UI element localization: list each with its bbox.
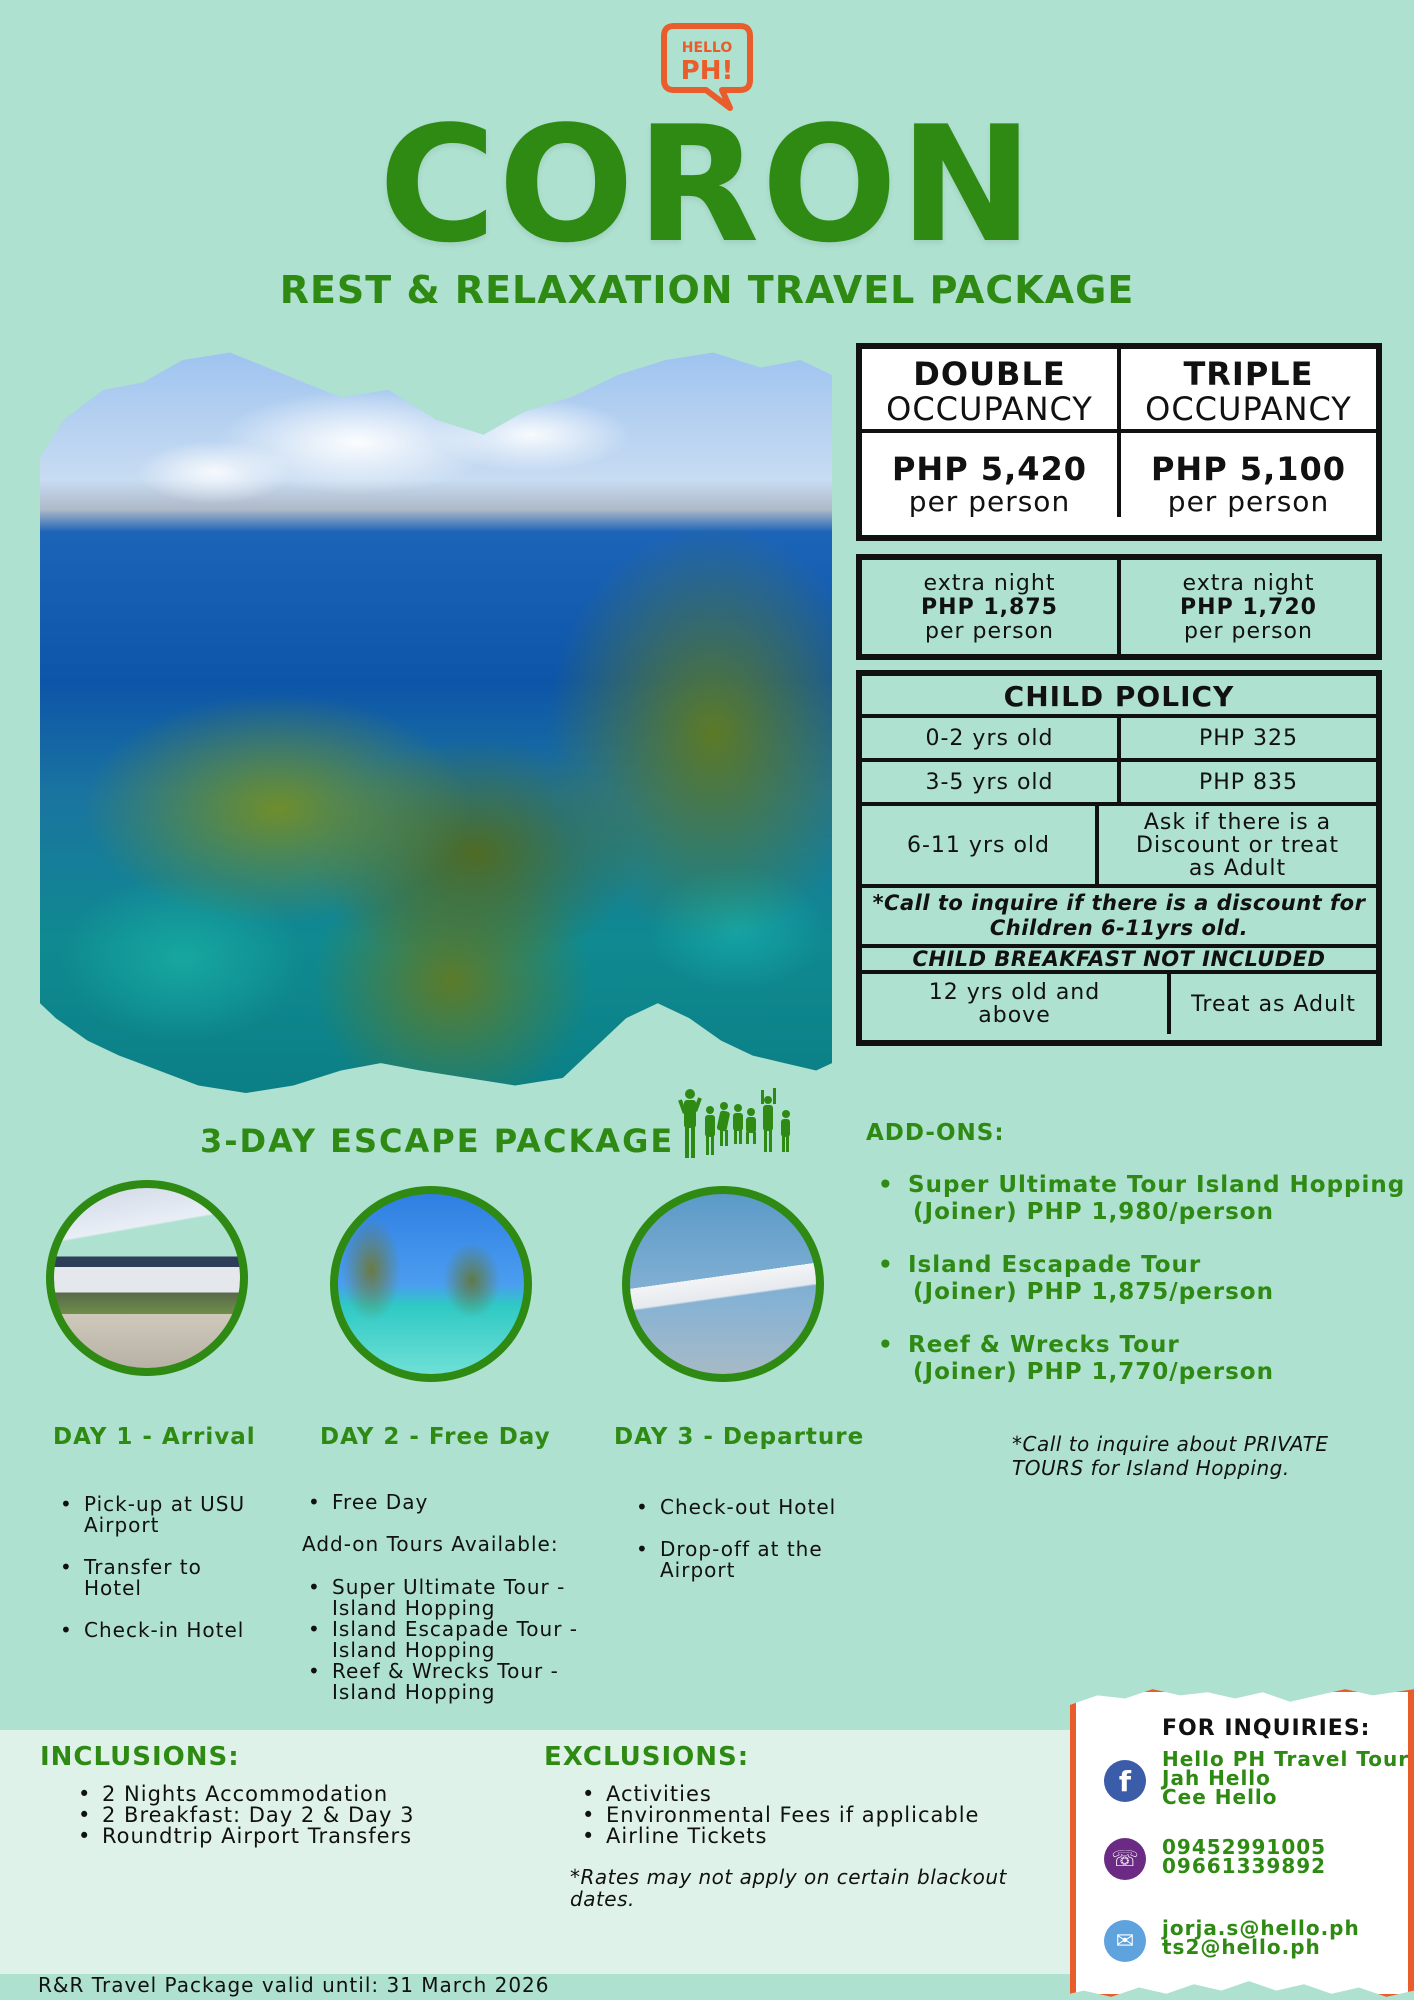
- private-tours-note: *Call to inquire about PRIVATE TOURS for Island Hopping.: [1012, 1432, 1329, 1480]
- list-item: • 2 Nights Accommodation: [76, 1784, 414, 1805]
- svg-text:PH!: PH!: [680, 56, 734, 86]
- jumping-people-icon: [678, 1088, 800, 1160]
- phone-contacts: [1162, 1835, 1327, 1878]
- facebook-page-link[interactable]: Hello PH Travel Tour: [1162, 1747, 1410, 1771]
- blackout-dates-note: *Rates may not apply on certain blackout dates.: [570, 1865, 1007, 1911]
- table-row: 6-11 yrs old Ask if there is a Discount or treat as Adult: [862, 806, 1376, 888]
- day1-title: DAY 1 - Arrival: [53, 1424, 256, 1450]
- table-row: 0-2 yrs old PHP 325: [862, 718, 1376, 762]
- list-item: • Pick-up at USU Airport: [54, 1494, 254, 1536]
- triple-occupancy-header: TRIPLE OCCUPANCY: [1117, 349, 1376, 429]
- occupancy-pricing-table: [856, 343, 1382, 541]
- viber-icon: ☏: [1104, 1838, 1146, 1880]
- list-item: • Roundtrip Airport Transfers: [76, 1826, 414, 1847]
- triple-occupancy-price: PHP 5,100 per person: [1117, 433, 1376, 517]
- list-item: • Island Escapade Tour - Island Hopping: [302, 1619, 602, 1661]
- child-policy-title: CHILD POLICY: [862, 676, 1376, 718]
- email-contacts: [1162, 1916, 1360, 1959]
- list-item: • Transfer to Hotel: [54, 1557, 254, 1599]
- double-occupancy-price: PHP 5,420 per person: [891, 450, 1088, 518]
- list-item: • Check-in Hotel: [54, 1620, 254, 1641]
- list-item: • 2 Breakfast: Day 2 & Day 3: [76, 1805, 414, 1826]
- phone-link[interactable]: 09661339892: [1162, 1854, 1327, 1878]
- table-row: 3-5 yrs old PHP 835: [862, 762, 1376, 806]
- page-subtitle: REST & RELAXATION TRAVEL PACKAGE: [279, 268, 1135, 312]
- package-title: 3-DAY ESCAPE PACKAGE: [200, 1122, 675, 1160]
- airport-photo: [46, 1180, 248, 1376]
- child-breakfast-note: CHILD BREAKFAST NOT INCLUDED: [862, 948, 1376, 974]
- inclusions-title: INCLUSIONS:: [40, 1742, 240, 1772]
- list-item: • Free Day: [302, 1492, 602, 1513]
- list-item: • Reef & Wrecks Tour - Island Hopping: [302, 1661, 602, 1703]
- facebook-icon: f: [1104, 1760, 1146, 1802]
- email-icon: ✉: [1104, 1920, 1146, 1962]
- extra-night-table: [856, 554, 1382, 660]
- svg-text:HELLO: HELLO: [681, 40, 733, 56]
- facebook-contact-link[interactable]: Jah Hello: [1162, 1766, 1271, 1790]
- day1-itinerary: [54, 1494, 254, 1662]
- double-extra-night: extra night PHP 1,875 per person: [921, 571, 1058, 644]
- double-occupancy-header: DOUBLE OCCUPANCY: [886, 355, 1093, 428]
- day2-itinerary: [302, 1492, 602, 1513]
- inquiries-title: FOR INQUIRIES:: [1162, 1716, 1371, 1741]
- facebook-contacts: [1162, 1747, 1410, 1809]
- child-policy-table: [856, 670, 1382, 1046]
- email-link[interactable]: jorja.s@hello.ph: [1162, 1916, 1360, 1940]
- list-item: • Super Ultimate Tour - Island Hopping: [302, 1577, 602, 1619]
- day2-addon-label: Add-on Tours Available:: [302, 1532, 559, 1556]
- addons-title: ADD-ONS:: [866, 1120, 1005, 1146]
- triple-extra-night: extra night PHP 1,720 per person: [1117, 560, 1376, 654]
- table-row: 12 yrs old and above Treat as Adult: [862, 974, 1376, 1034]
- list-item: • Super Ultimate Tour Island Hopping (Joiner) PHP 1,980/person: [878, 1172, 1408, 1226]
- list-item: • Island Escapade Tour (Joiner) PHP 1,875/person: [878, 1252, 1408, 1306]
- list-item: • Activities: [580, 1784, 979, 1805]
- validity-footer: R&R Travel Package valid until: 31 March 2026: [38, 1973, 550, 1997]
- list-item: • Drop-off at the Airport: [630, 1539, 850, 1581]
- facebook-contact-link[interactable]: Cee Hello: [1162, 1785, 1278, 1809]
- airplane-photo: [622, 1186, 824, 1382]
- phone-link[interactable]: 09452991005: [1162, 1835, 1327, 1859]
- list-item: • Check-out Hotel: [630, 1497, 850, 1518]
- exclusions-title: EXCLUSIONS:: [544, 1742, 750, 1772]
- day3-title: DAY 3 - Departure: [614, 1424, 865, 1450]
- exclusions-list: [580, 1784, 979, 1847]
- addons-list: [878, 1172, 1408, 1412]
- inclusions-list: [76, 1784, 414, 1847]
- child-discount-note: *Call to inquire if there is a discount for Children 6-11yrs old.: [862, 888, 1376, 948]
- day2-title: DAY 2 - Free Day: [320, 1424, 551, 1450]
- coron-islands-hero-photo: [40, 345, 832, 1093]
- day3-itinerary: [630, 1497, 850, 1602]
- day2-addon-tours: [302, 1577, 602, 1703]
- page-title: CORON: [378, 91, 1036, 278]
- list-item: • Airline Tickets: [580, 1826, 979, 1847]
- island-beach-photo: [330, 1186, 532, 1382]
- list-item: • Reef & Wrecks Tour (Joiner) PHP 1,770/person: [878, 1332, 1408, 1386]
- email-link[interactable]: ts2@hello.ph: [1162, 1935, 1321, 1959]
- list-item: • Environmental Fees if applicable: [580, 1805, 979, 1826]
